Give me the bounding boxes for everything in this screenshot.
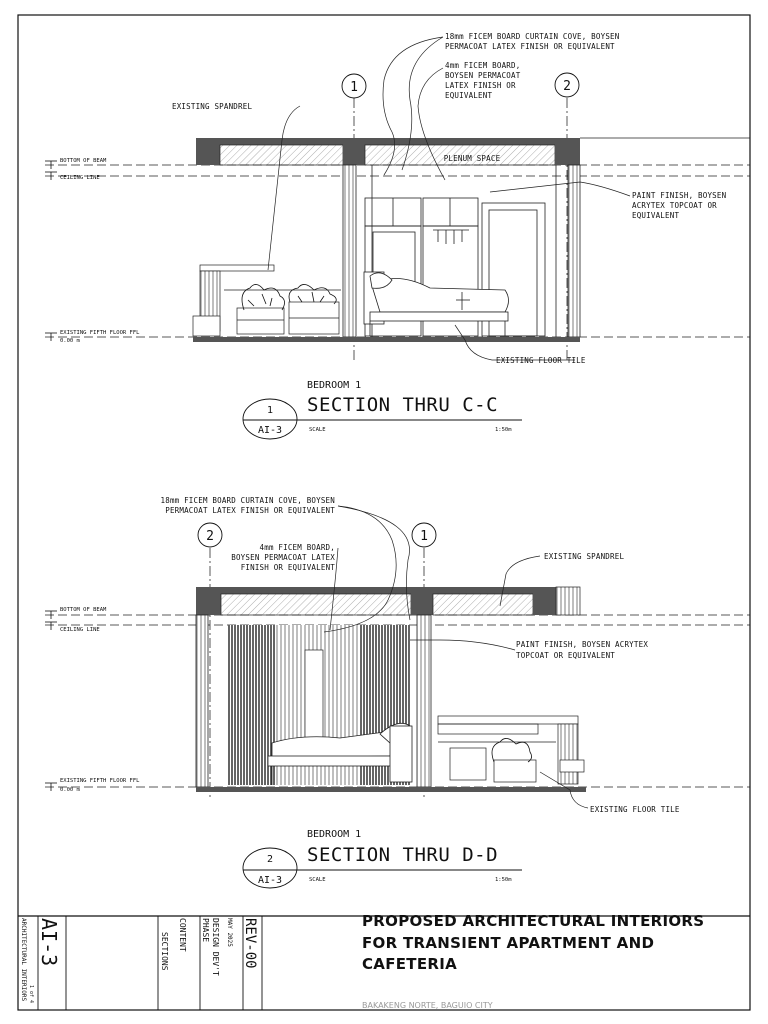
floor-slab-2: [196, 787, 586, 792]
note-floor-tile-2: EXISTING FLOOR TILE: [590, 805, 680, 814]
section-d-d: [45, 496, 750, 888]
section-2-scale-label: SCALE: [309, 877, 326, 883]
wall-right: [568, 165, 580, 337]
column-2b: [196, 587, 221, 615]
column-1b: [411, 587, 433, 615]
level-ffl-label-2: EXISTING FIFTH FLOOR FFL: [60, 778, 140, 784]
level-markers: [45, 161, 57, 341]
note-paint-1: PAINT FINISH, BOYSEN: [632, 191, 727, 200]
tb-date: MAY 2025: [226, 918, 233, 947]
level-ffl-value: 0.00 m: [60, 338, 80, 344]
section-1-tag-num: 1: [266, 405, 274, 416]
section-2-room: BEDROOM 1: [307, 829, 362, 840]
spandrel-beam: [196, 138, 220, 165]
title-block: [18, 912, 750, 1010]
project-title-line-2: FOR TRANSIENT APARTMENT AND: [362, 934, 655, 952]
level-markers-2: [45, 611, 57, 791]
section-c-c: [45, 32, 750, 439]
balcony-2: [438, 716, 584, 784]
bed: [364, 272, 509, 336]
level-ffl-label: EXISTING FIFTH FLOOR FFL: [60, 330, 140, 336]
tb-content-label: CONTENT: [178, 918, 187, 952]
column-1: [343, 138, 365, 165]
section-2-tag-num: 2: [266, 854, 274, 865]
column-2: [555, 138, 580, 165]
level-ceiling-label-2: CEILING LINE: [60, 627, 100, 633]
grid-bubble-1b-label: 1: [420, 529, 428, 544]
wall-right-2: [417, 615, 431, 787]
note-ficem-board-1b: 4mm FICEM BOARD,: [259, 543, 335, 552]
note-ficem-board-3b: FINISH OR EQUIVALENT: [240, 563, 335, 572]
tb-revision: REV-00: [242, 918, 258, 969]
wall-left-2: [196, 615, 208, 787]
project-location: BAKAKENG NORTE, BAGUIO CITY: [362, 1001, 493, 1010]
level-ceiling-label: CEILING LINE: [60, 175, 100, 181]
ceiling-slab: [196, 138, 580, 145]
section-1-room: BEDROOM 1: [307, 380, 362, 391]
section-1-title: SECTION THRU C-C: [307, 394, 499, 416]
note-paint-2: ACRYTEX TOPCOAT OR: [632, 201, 717, 210]
note-ficem-board-3: LATEX FINISH OR: [445, 81, 516, 90]
ceiling-slab-2: [196, 587, 556, 594]
wall-left: [343, 165, 356, 337]
section-2-tag-sheet: AI-3: [257, 875, 283, 886]
section-1-tag-sheet: AI-3: [257, 425, 283, 436]
level-beam-label-2: BOTTOM OF BEAM: [60, 607, 107, 613]
level-beam-label: BOTTOM OF BEAM: [60, 158, 107, 164]
grid-bubble-2b-label: 2: [206, 529, 214, 544]
note-curtain-cove-1: 18mm FICEM BOARD CURTAIN COVE, BOYSEN: [445, 32, 620, 41]
spandrel-beam-2: [533, 587, 556, 615]
note-paint-2b: TOPCOAT OR EQUIVALENT: [516, 651, 616, 660]
note-paint-1b: PAINT FINISH, BOYSEN ACRYTEX: [516, 640, 649, 649]
section-2-title: SECTION THRU D-D: [307, 844, 499, 866]
tb-phase-value: DESIGN DEV'T: [211, 918, 220, 976]
note-curtain-cove-1b: 18mm FICEM BOARD CURTAIN COVE, BOYSEN: [160, 496, 335, 505]
note-ficem-board-2: BOYSEN PERMACOAT: [445, 71, 521, 80]
tb-discipline: ARCHITECTURAL INTERIORS: [20, 918, 27, 1002]
note-ficem-board-2b: BOYSEN PERMACOAT LATEX: [231, 553, 335, 562]
note-spandrel-2: EXISTING SPANDREL: [544, 552, 625, 561]
grid-bubble-1-label: 1: [350, 80, 358, 95]
section-2-scale-value: 1:50m: [495, 877, 512, 883]
note-spandrel: EXISTING SPANDREL: [172, 102, 253, 111]
balcony: [193, 265, 341, 336]
note-paint-3: EQUIVALENT: [632, 211, 680, 220]
section-1-scale-label: SCALE: [309, 427, 326, 433]
note-floor-tile: EXISTING FLOOR TILE: [496, 356, 586, 365]
note-curtain-cove-2b: PERMACOAT LATEX FINISH OR EQUIVALENT: [165, 506, 335, 515]
tb-sheet-number: AI-3: [37, 918, 61, 967]
grid-bubble-2-label: 2: [563, 79, 571, 94]
tb-phase-label: PHASE: [201, 918, 210, 943]
floor-slab: [193, 337, 580, 342]
note-curtain-cove-2: PERMACOAT LATEX FINISH OR EQUIVALENT: [445, 42, 615, 51]
note-ficem-board-4: EQUIVALENT: [445, 91, 493, 100]
section-1-scale-value: 1:50m: [495, 427, 512, 433]
note-ficem-board-1: 4mm FICEM BOARD,: [445, 61, 521, 70]
project-title-line-3: CAFETERIA: [362, 955, 458, 973]
tb-page: 1 of 4: [28, 985, 34, 1004]
level-ffl-value-2: 0.00 m: [60, 787, 80, 793]
project-title-line-1: PROPOSED ARCHITECTURAL INTERIORS: [362, 912, 705, 930]
tb-content-value: SECTIONS: [160, 932, 169, 971]
plenum-label: PLENUM SPACE: [443, 154, 501, 163]
